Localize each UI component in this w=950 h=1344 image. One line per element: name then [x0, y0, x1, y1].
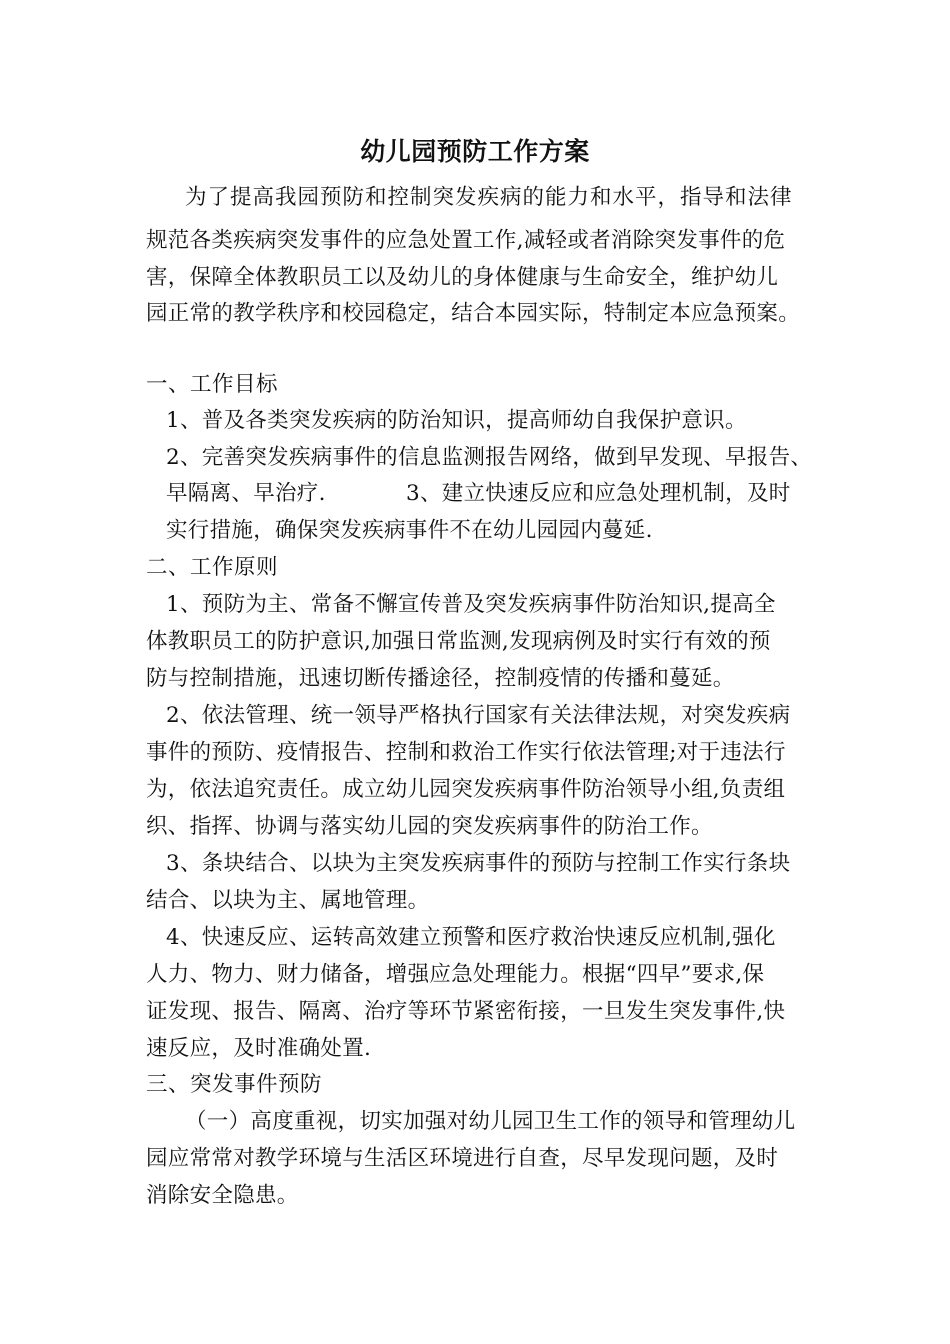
section-line: 2、完善突发疾病事件的信息监测报告网络，做到早发现、早报告、 [166, 445, 813, 470]
section-heading: 三、突发事件预防 [146, 1072, 323, 1097]
section-line: 1、普及各类突发疾病的防治知识，提高师幼自我保护意识。 [166, 408, 747, 433]
section-line: （一）高度重视，切实加强对幼儿园卫生工作的领导和管理幼儿 [185, 1109, 796, 1134]
section-line: 实行措施，确保突发疾病事件不在幼儿园园内蔓延. [166, 518, 653, 543]
intro-line: 规范各类疾病突发事件的应急处置工作,减轻或者消除突发事件的危 [146, 228, 786, 253]
intro-line: 园正常的教学秩序和校园稳定，结合本园实际，特制定本应急预案。 [146, 301, 801, 326]
section-line: 3、建立快速反应和应急处理机制，及时 [406, 481, 791, 506]
section-line: 人力、物力、财力储备，增强应急处理能力。根据“四早”要求,保 [146, 962, 765, 987]
section-line: 体教职员工的防护意识,加强日常监测,发现病例及时实行有效的预 [146, 629, 771, 654]
section-line: 事件的预防、疫情报告、控制和救治工作实行依法管理;对于违法行 [146, 740, 786, 765]
section-line: 为，依法追究责任。成立幼儿园突发疾病事件防治领导小组,负责组 [146, 777, 786, 802]
section-line: 4、快速反应、运转高效建立预警和医疗救治快速反应机制,强化 [166, 925, 776, 950]
section-line: 织、指挥、协调与落实幼儿园的突发疾病事件的防治工作。 [146, 814, 713, 839]
section-line: 1、预防为主、常备不懈宣传普及突发疾病事件防治知识,提高全 [166, 592, 776, 617]
section-heading: 一、工作目标 [146, 372, 279, 397]
section-line: 2、依法管理、统一领导严格执行国家有关法律法规，对突发疾病 [166, 703, 791, 728]
section-line: 3、条块结合、以块为主突发疾病事件的预防与控制工作实行条块 [166, 851, 791, 876]
section-line: 速反应，及时准确处置. [146, 1036, 372, 1061]
document-title: 幼儿园预防工作方案 [360, 137, 590, 166]
section-line: 消除安全隐患。 [146, 1183, 299, 1208]
intro-line: 害，保障全体教职员工以及幼儿的身体健康与生命安全，维护幼儿 [146, 265, 779, 290]
section-line: 结合、以块为主、属地管理。 [146, 888, 430, 913]
section-line: 早隔离、早治疗. [166, 481, 326, 506]
section-line: 防与控制措施，迅速切断传播途径，控制疫情的传播和蔓延。 [146, 666, 735, 691]
intro-line: 为了提高我园预防和控制突发疾病的能力和水平，指导和法律 [185, 185, 793, 210]
section-heading: 二、工作原则 [146, 555, 279, 580]
section-line: 证发现、报告、隔离、治疗等环节紧密衔接，一旦发生突发事件,快 [146, 999, 786, 1024]
section-line: 园应常常对教学环境与生活区环境进行自查，尽早发现问题，及时 [146, 1146, 779, 1171]
